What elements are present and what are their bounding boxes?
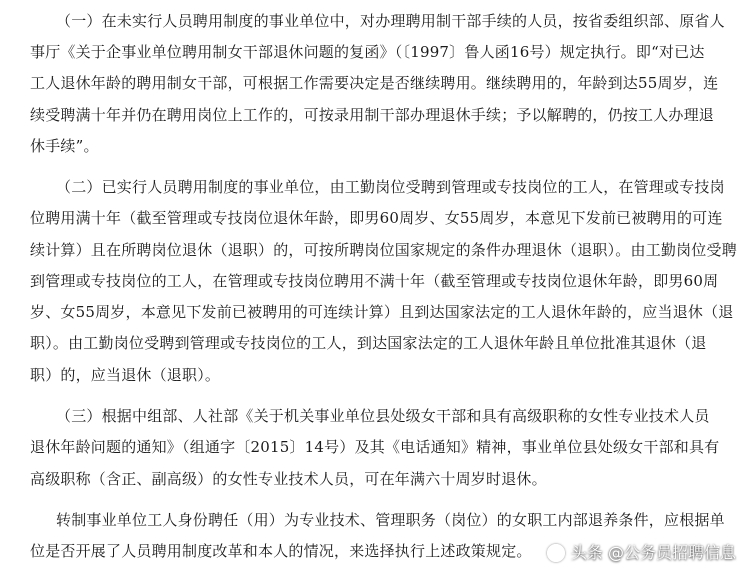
text-line: 事厅《关于企事业单位聘用制女干部退休问题的复函》（〔1997〕鲁人函16号）规定执行。即“对已达	[30, 43, 705, 61]
text-line: （二）已实行人员聘用制度的事业单位，由工勤岗位受聘到管理或专技岗位的工人，在管理或专技岗	[56, 178, 725, 196]
text-line: 到管理或专技岗位的工人，在管理或专技岗位聘用不满十年（截至管理或专技岗位退休年龄，即男60周	[30, 272, 719, 290]
text-line: 工人退休年龄的聘用制女干部，可根据工作需要决定是否继续聘用。继续聘用的，年龄到达55周岁，连	[30, 74, 719, 92]
toutiao-watermark	[547, 543, 736, 563]
text-line: 转制事业单位工人身份聘任（用）为专业技术、管理职务（岗位）的女职工内部退养条件，应根据单	[56, 511, 725, 529]
toutiao-logo-icon	[547, 544, 565, 562]
text-line: （一）在未实行人员聘用制度的事业单位中，对办理聘用制干部手续的人员，按省委组织部、原省人	[56, 12, 725, 30]
text-line: 岁、女55周岁，本意见下发前已被聘用的可连续计算）且到达国家法定的工人退休年龄的，应当退休（退	[30, 303, 734, 321]
watermark-text: 头条 @公务员招聘信息	[570, 543, 736, 562]
text-line: 续受聘满十年并仍在聘用岗位上工作的，可按录用制干部办理退休手续；予以解聘的，仍按工人办理退	[30, 106, 715, 124]
text-line: （三）根据中组部、人社部《关于机关事业单位县处级女干部和具有高级职称的女性专业技术人员	[56, 407, 710, 425]
text-line: 位是否开展了人员聘用制度改革和本人的情况，来选择执行上述政策规定。	[30, 542, 532, 560]
text-line: 职）。由工勤岗位受聘到管理或专技岗位的工人，到达国家法定的工人退休年龄且单位批准其退休（退	[30, 334, 707, 352]
text-line: 高级职称（含正、副高级）的女性专业技术人员，可在年满六十周岁时退休。	[30, 470, 547, 488]
text-line: 退休年龄问题的通知》（组通字〔2015〕14号）及其《电话通知》精神，事业单位县处级女干部和具有	[30, 438, 720, 456]
text-line: 续计算）且在所聘岗位退休（退职）的，可按所聘岗位国家规定的条件办理退休（退职）。由工勤岗位受聘	[30, 241, 737, 259]
text-line: 职）的，应当退休（退职）。	[30, 366, 221, 384]
text-line: 位聘用满十年（截至管理或专技岗位退休年龄，即男60周岁、女55周岁，本意见下发前已被聘用的可连	[30, 209, 723, 227]
text-line: 休手续”。	[30, 137, 99, 155]
